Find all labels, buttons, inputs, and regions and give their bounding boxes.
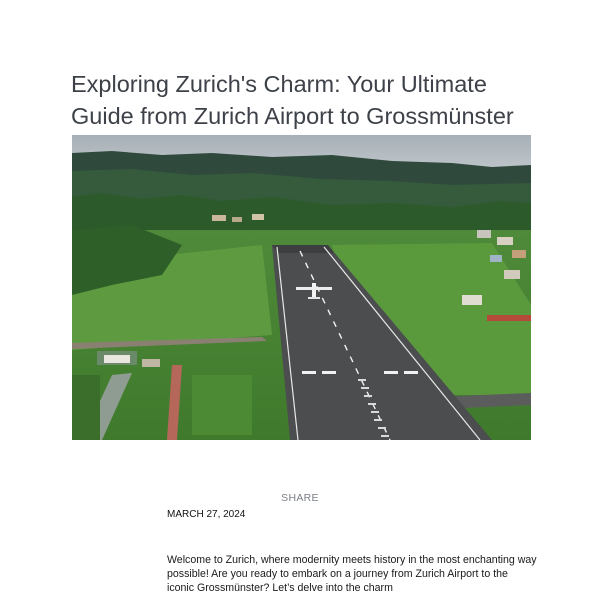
hero-image <box>72 135 531 440</box>
article-title: Exploring Zurich's Charm: Your Ultimate Guide from Zurich Airport to Grossmünster <box>71 71 514 129</box>
share-button[interactable]: SHARE <box>281 492 319 504</box>
publish-date: MARCH 27, 2024 <box>167 509 246 520</box>
article-intro: Welcome to Zurich, where modernity meets history in the most enchanting way possible! Are you ready to embark on a journey from Zurich Airport to the iconic Grossmünster? Let’s delve into the charm <box>167 554 537 594</box>
